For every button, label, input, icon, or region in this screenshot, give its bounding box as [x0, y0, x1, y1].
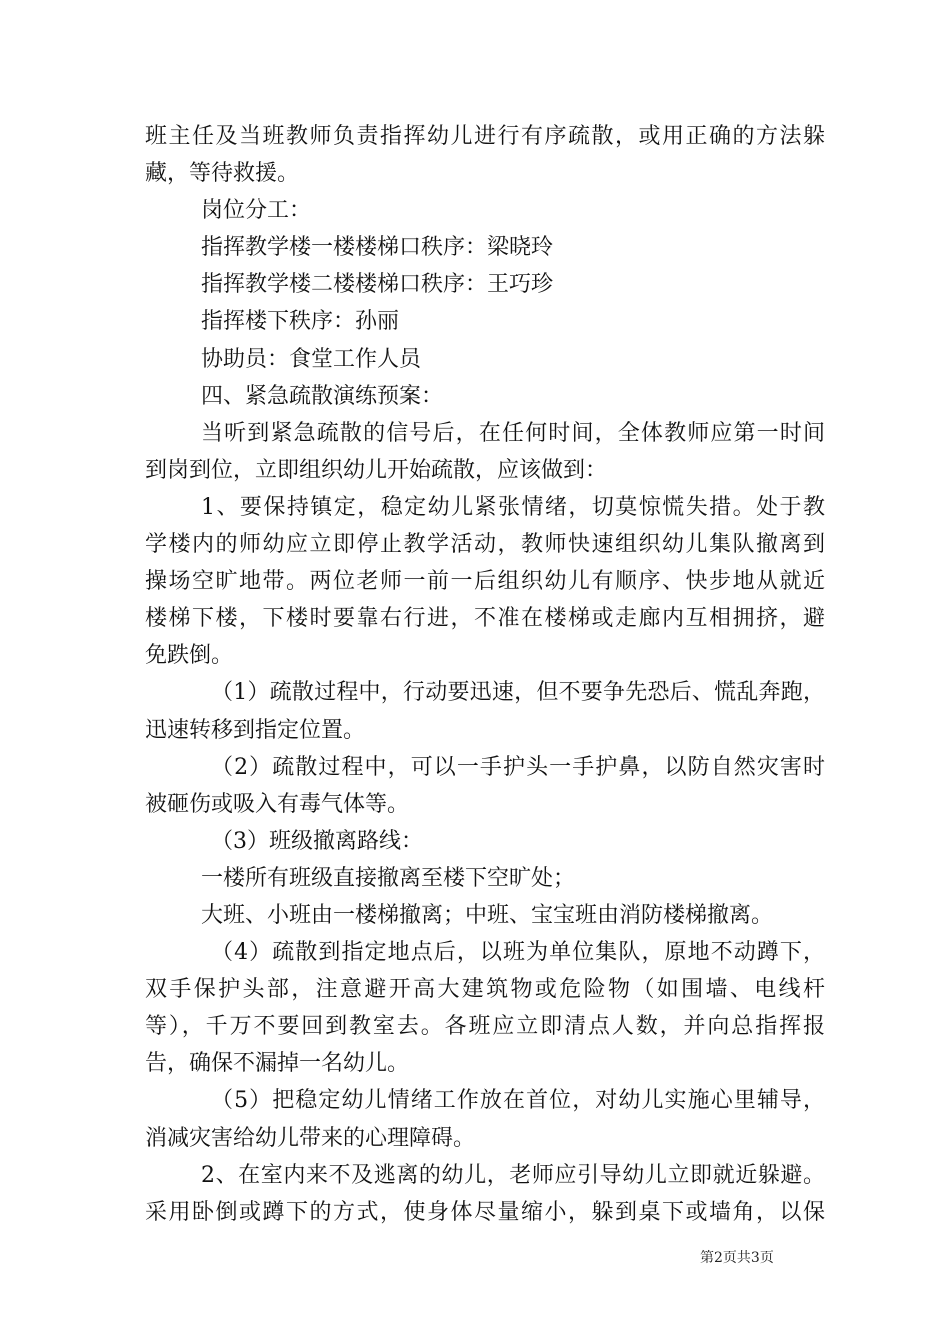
paragraph-line: 一楼所有班级直接撤离至楼下空旷处； [201, 865, 576, 891]
paragraph-line: 到岗到位，立即组织幼儿开始疏散，应该做到： [145, 457, 608, 483]
paragraph-line: 2、在室内来不及逃离的幼儿，老师应引导幼儿立即就近躲避。 [201, 1162, 825, 1188]
paragraph-line: （4）疏散到指定地点后，以班为单位集队，原地不动蹲下， [211, 940, 825, 966]
section-heading: 四、紧急疏散演练预案： [201, 383, 444, 409]
paragraph-line: （3）班级撤离路线： [211, 828, 423, 854]
paragraph-line: 告，确保不漏掉一名幼儿。 [145, 1051, 410, 1077]
paragraph-line: 采用卧倒或蹲下的方式，使身体尽量缩小，躲到桌下或墙角，以保 [145, 1199, 825, 1225]
paragraph-line: 消减灾害给幼儿带来的心理障碍。 [145, 1125, 476, 1151]
paragraph-line: （2）疏散过程中，可以一手护头一手护鼻，以防自然灾害时 [211, 754, 825, 780]
paragraph-line: 免跌倒。 [145, 643, 234, 669]
page-number: 第2页共3页 [700, 1250, 774, 1266]
section-heading: 岗位分工： [201, 198, 312, 224]
paragraph-line: 被砸伤或吸入有毒气体等。 [145, 791, 410, 817]
paragraph-line: 指挥教学楼一楼楼梯口秩序：梁晓玲 [201, 235, 554, 261]
paragraph-line: 协助员：食堂工作人员 [201, 346, 422, 372]
paragraph-line: （1）疏散过程中，行动要迅速，但不要争先恐后、慌乱奔跑， [211, 680, 825, 706]
paragraph-line: 迅速转移到指定位置。 [145, 717, 366, 743]
paragraph-line: （5）把稳定幼儿情绪工作放在首位，对幼儿实施心里辅导， [211, 1088, 825, 1114]
paragraph-line: 楼梯下楼，下楼时要靠右行进，不准在楼梯或走廊内互相拥挤，避 [145, 606, 825, 632]
paragraph-line: 学楼内的师幼应立即停止教学活动，教师快速组织幼儿集队撤离到 [145, 532, 825, 558]
paragraph-line: 操场空旷地带。两位老师一前一后组织幼儿有顺序、快步地从就近 [145, 569, 825, 595]
document-body [145, 118, 825, 1231]
paragraph-line: 双手保护头部，注意避开高大建筑物或危险物（如围墙、电线杆 [145, 977, 825, 1003]
paragraph-line: 当听到紧急疏散的信号后，在任何时间，全体教师应第一时间 [201, 420, 825, 446]
paragraph-line: 指挥楼下秩序：孙丽 [201, 309, 400, 335]
paragraph-line: 班主任及当班教师负责指挥幼儿进行有序疏散，或用正确的方法躲 [145, 124, 825, 149]
paragraph-line: 指挥教学楼二楼楼梯口秩序：王巧珍 [201, 272, 554, 298]
paragraph-line: 藏，等待救援。 [145, 161, 300, 187]
paragraph-line: 等），千万不要回到教室去。各班应立即清点人数，并向总指挥报 [145, 1014, 825, 1040]
paragraph-line: 大班、小班由一楼梯撤离；中班、宝宝班由消防楼梯撤离。 [201, 902, 774, 928]
paragraph-line: 1、要保持镇定，稳定幼儿紧张情绪，切莫惊慌失措。处于教 [201, 494, 825, 520]
